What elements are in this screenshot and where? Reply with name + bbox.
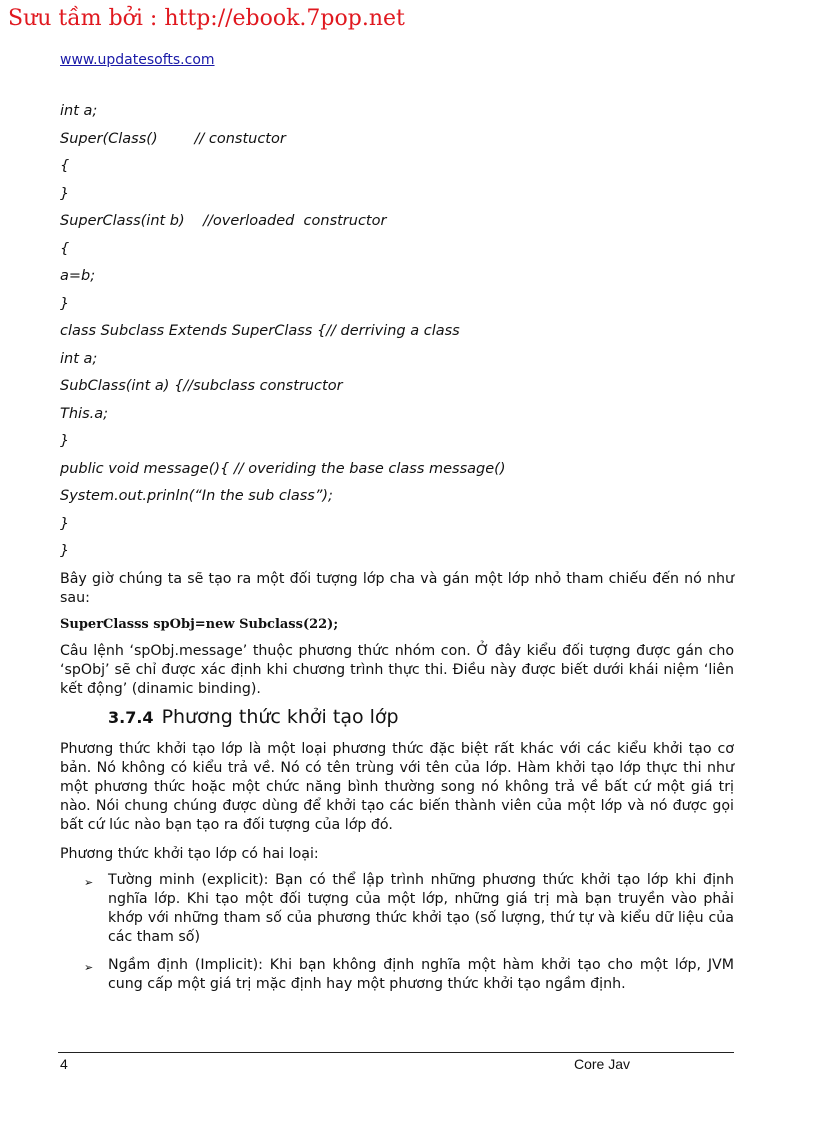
code-statement: SuperClasss spObj=new Subclass(22); <box>60 617 339 632</box>
bullet-list <box>84 871 734 1003</box>
code-line: int a; <box>60 103 98 119</box>
code-line: a=b; <box>60 268 96 284</box>
section-title: Phương thức khởi tạo lớp <box>161 706 399 728</box>
code-line: int a; <box>60 350 98 367</box>
code-line: class Subclass Extends SuperClass {// derriving a class <box>60 323 460 339</box>
code-line: } <box>60 433 70 449</box>
code-line: This.a; <box>60 405 109 422</box>
code-line: System.out.prinln(“In the sub class”); <box>60 488 333 504</box>
code-block <box>60 100 750 568</box>
code-line: public void message(){ // overiding the base class message() <box>60 460 506 477</box>
footer-title: Core Jav <box>574 1056 631 1072</box>
paragraph-binding: Câu lệnh ‘spObj.message’ thuộc phương thức nhóm con. Ở đây kiểu đối tượng được gán cho ‘spObj’ sẽ chỉ được xác định khi chương trình thực thi. Điều này được biết dưới khái niệm ‘liên kết động’ (dinamic binding). <box>60 643 734 697</box>
code-line: } <box>60 185 70 202</box>
code-line: Super(Class() // constuctor <box>60 130 286 147</box>
list-item-text: Tường minh (explicit): Bạn có thể lập trình những phương thức khởi tạo lớp khi định nghĩa lớp. Khi tạo một đối tượng của một lớp, những giá trị mà bạn truyền vào phải khớp với những tham số của phương thức khởi tạo (số lượng, thứ tự và kiểu dữ liệu của các tham số) <box>108 872 734 945</box>
footer-divider <box>58 1052 734 1053</box>
list-item <box>84 871 734 947</box>
page-number: 4 <box>60 1056 68 1072</box>
paragraph-types: Phương thức khởi tạo lớp có hai loại: <box>60 846 319 862</box>
website-link[interactable]: www.updatesofts.com <box>60 52 215 68</box>
list-item <box>84 956 734 994</box>
paragraph-constructor: Phương thức khởi tạo lớp là một loại phương thức đặc biệt rất khác với các kiểu khởi tạo cơ bản. Nó không có kiểu trả về. Nó có tên trùng với tên của lớp. Hàm khởi tạo lớp thực thi như một phương thức hoặc một chức năng bình thường song nó không trả về bất cứ một giá trị nào. Nói chung chúng được dùng để khởi tạo các biến thành viên của một lớp và nó được gọi bất cứ lúc nào bạn tạo ra đối tượng của lớp đó. <box>60 741 734 833</box>
list-item-text: Ngầm định (Implicit): Khi bạn không định nghĩa một hàm khởi tạo cho một lớp, JVM cung cấp một giá trị mặc định hay một phương thức khởi tạo ngầm định. <box>108 957 734 992</box>
watermark-text: Sưu tầm bởi : http://ebook.7pop.net <box>8 6 405 31</box>
section-heading <box>108 706 399 728</box>
code-line: } <box>60 543 70 559</box>
code-line: { <box>60 240 70 257</box>
code-line: } <box>60 295 70 312</box>
arrow-bullet-icon: ➢ <box>84 876 94 889</box>
code-line: SuperClass(int b) //overloaded constructor <box>60 213 387 229</box>
arrow-bullet-icon: ➢ <box>84 961 94 974</box>
paragraph-intro: Bây giờ chúng ta sẽ tạo ra một đối tượng lớp cha và gán một lớp nhỏ tham chiếu đến nó như sau: <box>60 571 734 606</box>
code-line: { <box>60 158 70 174</box>
code-line: SubClass(int a) {//subclass constructor <box>60 378 343 394</box>
section-number: 3.7.4 <box>108 708 154 727</box>
code-line: } <box>60 515 70 532</box>
